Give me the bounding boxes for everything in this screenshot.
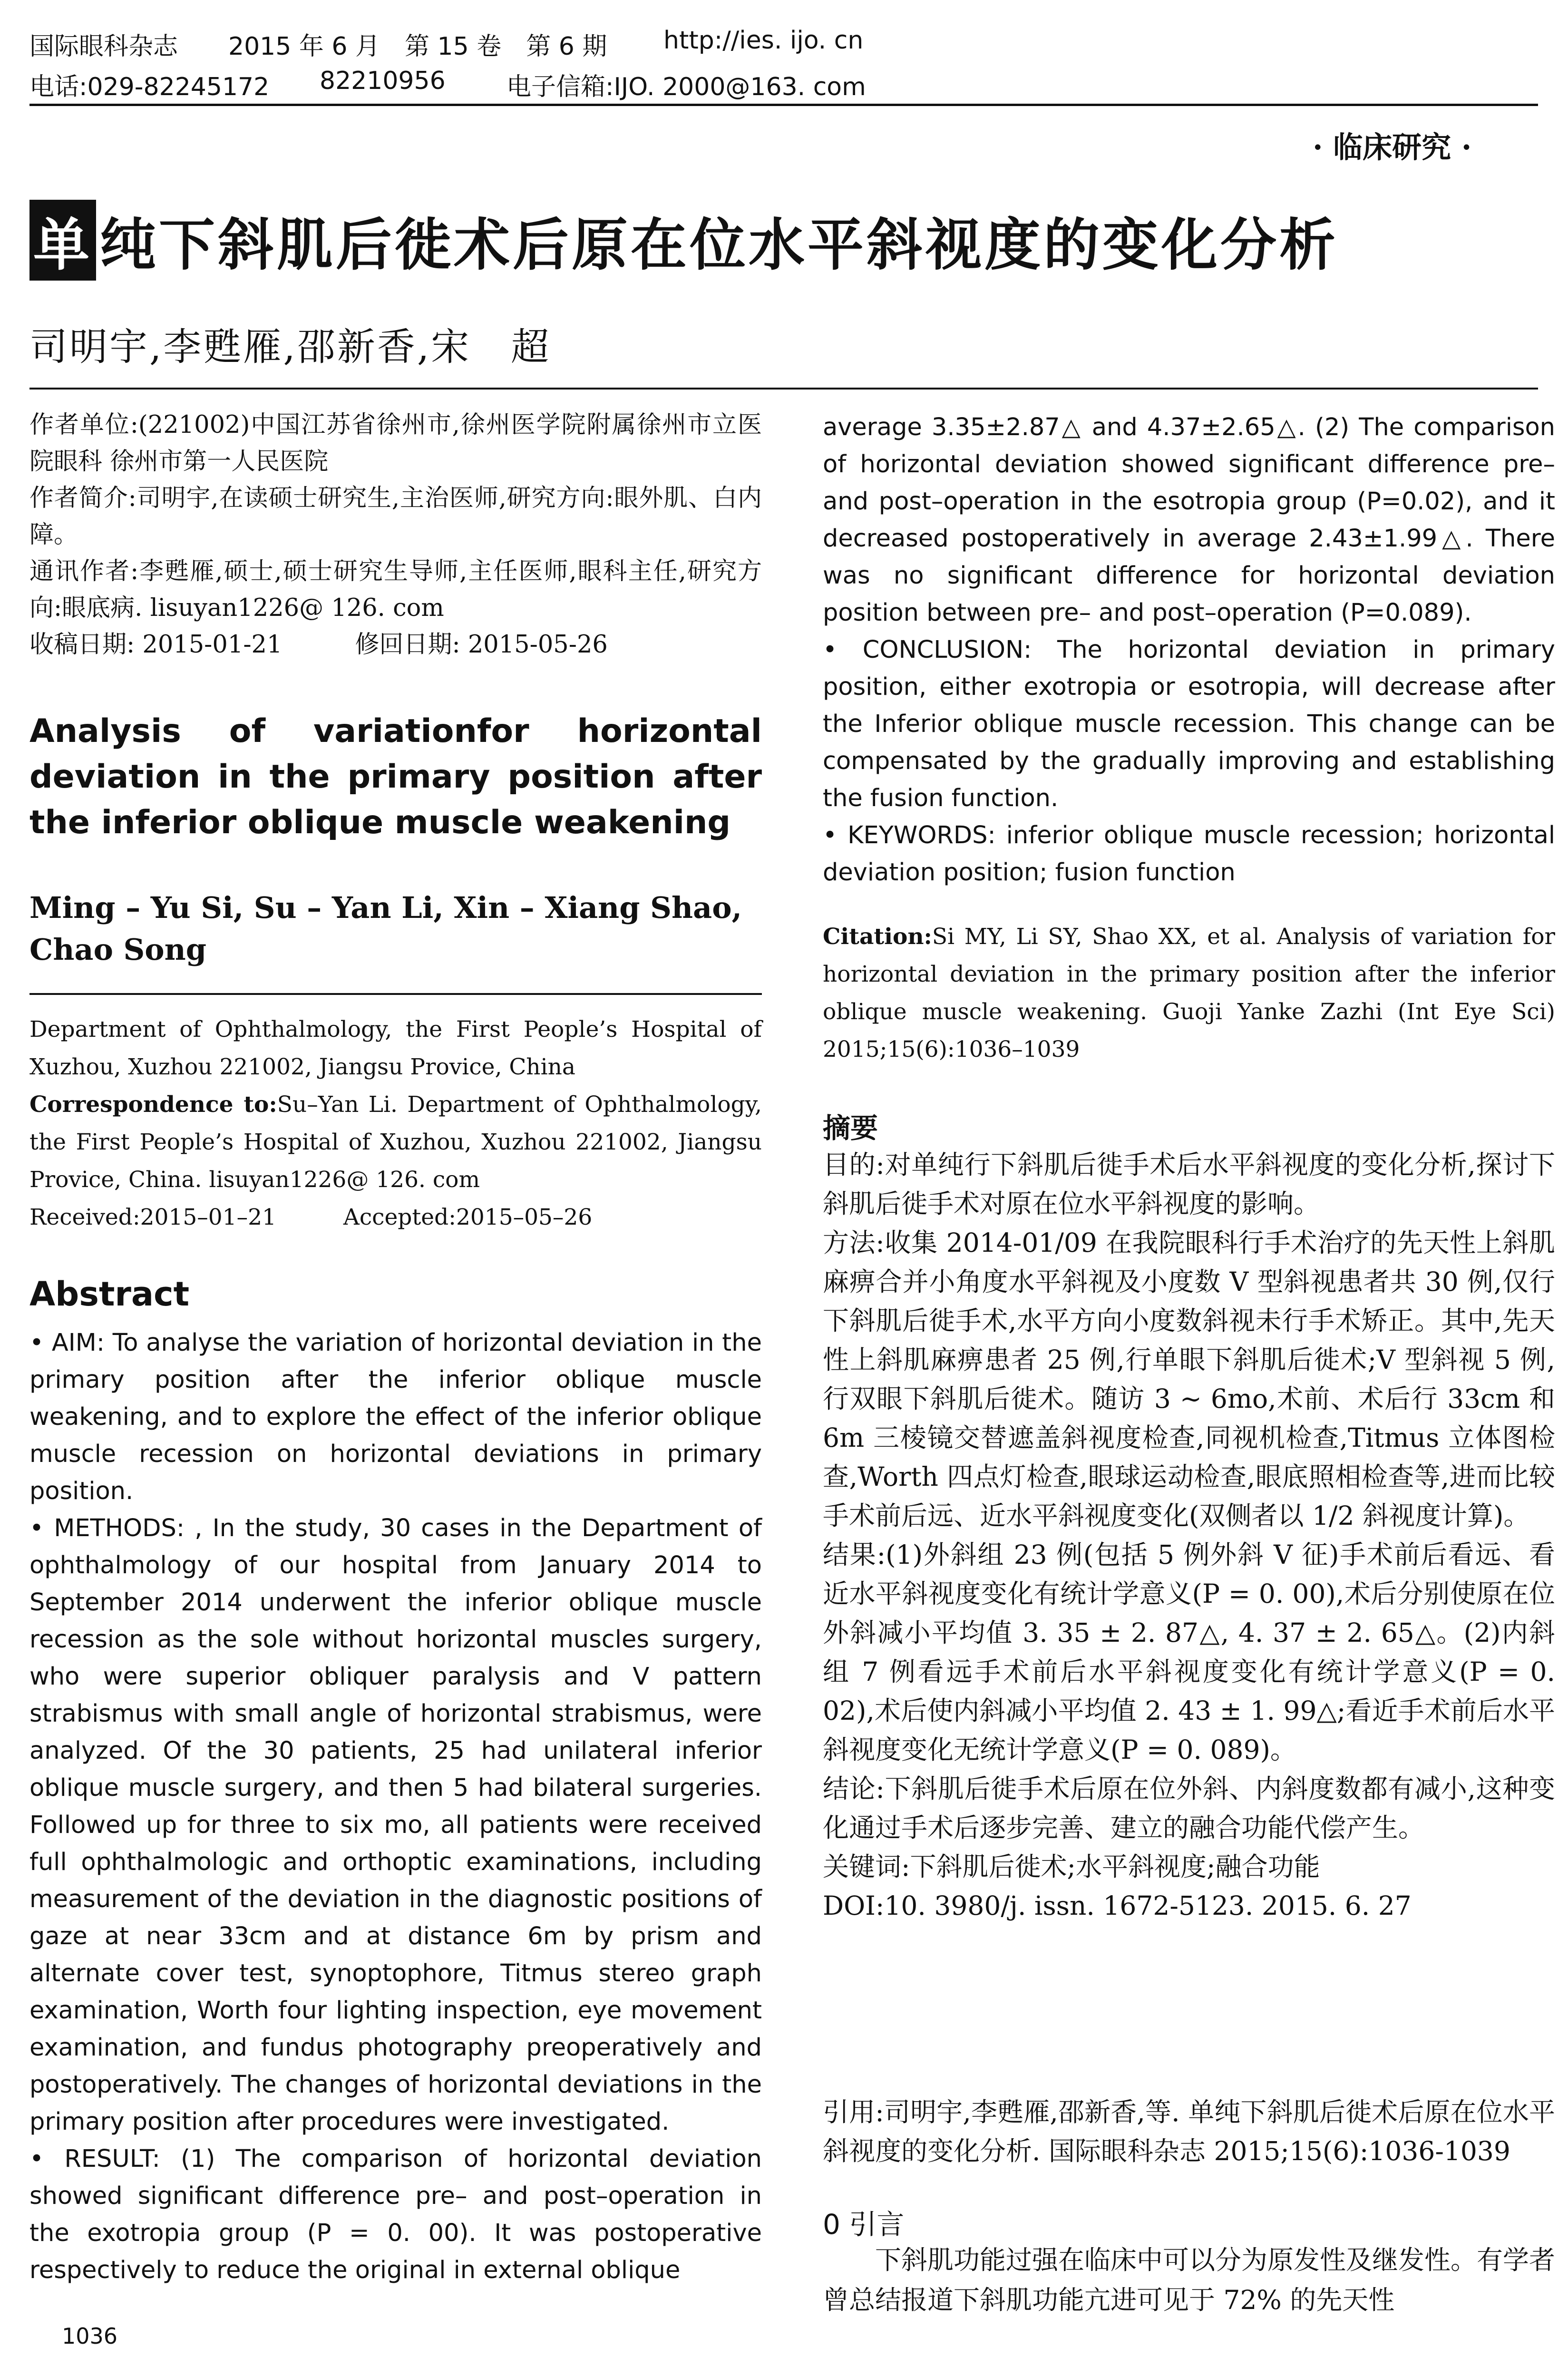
authors-rule	[29, 993, 762, 995]
journal-issue: 2015 年 6 月 第 15 卷 第 6 期	[228, 32, 607, 61]
journal-phone: 电话:029-82245172	[29, 73, 270, 101]
correspondence-label: Correspondence to:	[29, 1091, 277, 1118]
citation-en	[823, 918, 1555, 1068]
journal-name: 国际眼科杂志	[29, 32, 178, 61]
journal-url[interactable]: http://ies. ijo. cn	[663, 26, 864, 55]
title-en: Analysis of variationfor horizontal deviation in the primary position after the inferior oblique muscle weakening	[29, 712, 762, 841]
article-title	[29, 200, 1338, 281]
header-rule	[29, 104, 1538, 106]
zh-abstract-heading: 摘要	[823, 1112, 878, 1144]
journal-phone-2: 82210956	[320, 67, 446, 95]
abstract-heading: Abstract	[29, 1275, 190, 1314]
abstract-methods: • METHODS: , In the study, 30 cases in the Department of ophthalmology of our hospital from January 2014 to September 2014 underwent the inferior oblique muscle recession as the sole without horizontal muscles surgery, who were superior obliquer paralysis and V pattern strabismus with small angle of horizontal strabismus, were analyzed. Of the 30 patients, 25 had unilateral inferior oblique muscle surgery, and then 5 had bilateral surgeries. Followed up for three to six mo, all patients were received full ophthalmologic and orthoptic examinations, including measurement of the deviation in the diagnostic positions of gaze at near 33cm and at distance 6m by prism and alternate cover test, synoptophore, Titmus stereo graph examination, Worth four lighting inspection, eye movement examination, and fundus photography preoperatively and postoperatively. The changes of horizontal deviations in the primary position after procedures were investigated.	[29, 1514, 762, 2136]
abstract-aim: • AIM: To analyse the variation of horizontal deviation in the primary position after the inferior oblique muscle weakening, and to explore the effect of the inferior oblique muscle recession on horizontal deviations in primary position.	[29, 1329, 762, 1505]
meta-corresponding: 通讯作者:李甦雁,硕士,硕士研究生导师,主任医师,眼科主任,研究方向:眼底病. lisuyan1226@ 126. com	[29, 557, 762, 622]
abstract-right	[823, 409, 1555, 891]
meta-cn-block	[29, 407, 762, 663]
abstract-keywords: • KEYWORDS: inferior oblique muscle recession; horizontal deviation position; fusion function	[823, 821, 1555, 887]
abstract-left	[29, 1325, 762, 2289]
citation-label: Citation:	[823, 924, 932, 950]
zh-citation: 引用:司明宇,李甦雁,邵新香,等. 单纯下斜肌后徙术后原在位水平斜视度的变化分析. 国际眼科杂志 2015;15(6):1036-1039	[823, 2097, 1555, 2166]
meta-dates: 收稿日期: 2015-01-21 修回日期: 2015-05-26	[29, 631, 608, 659]
section-tag: · 临床研究 ·	[1313, 130, 1472, 165]
affiliation-block	[29, 1011, 762, 1236]
abstract-result: • RESULT: (1) The comparison of horizontal deviation showed significant difference pre– and post–operation in the exotropia group (P = 0. 00). It was postoperative respectively to reduce the original in external oblique	[29, 2145, 762, 2284]
zh-doi: DOI:10. 3980/j. issn. 1672-5123. 2015. 6. 27	[823, 1890, 1412, 1921]
authors-en: Ming – Yu Si, Su – Yan Li, Xin – Xiang Shao, Chao Song	[29, 890, 742, 967]
title-rule	[29, 388, 1538, 390]
zh-methods: 方法:收集 2014-01/09 在我院眼科行手术治疗的先天性上斜肌麻痹合并小角度水平斜视及小度数 V 型斜视患者共 30 例,仅行下斜肌后徙手术,水平方向小度数斜视未行手术矫正。其中,先天性上斜肌麻痹患者 25 例,行单眼下斜肌后徙术;V 型斜视 5 例,行双眼下斜肌后徙术。随访 3 ~ 6mo,术前、术后行 33cm 和 6m 三棱镜交替遮盖斜视度检查,同视机检查,Titmus 立体图检查,Worth 四点灯检查,眼球运动检查,眼底照相检查等,进而比较手术前后远、近水平斜视度变化(双侧者以 1/2 斜视度计算)。	[823, 1227, 1555, 1531]
abstract-result-cont: average 3.35±2.87△ and 4.37±2.65△. (2) The comparison of horizontal deviation showed significant difference pre– and post–operation in the esotropia group (P=0.02), and it decreased postoperatively in average 2.43±1.99△. There was no significant difference for horizontal deviation position between pre– and post–operation (P=0.089).	[823, 413, 1555, 627]
received-dates: Received:2015–01–21 Accepted:2015–05–26	[29, 1204, 593, 1230]
meta-affiliation: 作者单位:(221002)中国江苏省徐州市,徐州医学院附属徐州市立医院眼科 徐州市第一人民医院	[29, 411, 762, 476]
zh-results: 结果:(1)外斜组 23 例(包括 5 例外斜 V 征)手术前后看远、看近水平斜视度变化有统计学意义(P = 0. 00),术后分别使原在位外斜减小平均值 3. 35 ± 2. 87△, 4. 37 ± 2. 65△。(2)内斜组 7 例看远手术前后水平斜视度变化有统计学意义(P = 0. 02),术后使内斜减小平均值 2. 43 ± 1. 99△;看近手术前后水平斜视度变化无统计学意义(P = 0. 089)。	[823, 1539, 1555, 1765]
abstract-conclusion: • CONCLUSION: The horizontal deviation in primary position, either exotropia or esotropia, will decrease after the Inferior oblique muscle recession. This change can be compensated by the gradually improving and establishing the fusion function.	[823, 636, 1555, 812]
affiliation-en: Department of Ophthalmology, the First People’s Hospital of Xuzhou, Xuzhou 221002, Jiangsu Provice, China	[29, 1016, 762, 1080]
intro-text: 下斜肌功能过强在临床中可以分为原发性及继发性。有学者曾总结报道下斜肌功能亢进可见于 72% 的先天性	[823, 2245, 1556, 2315]
journal-email[interactable]: 电子信箱:IJO. 2000@163. com	[506, 73, 866, 101]
authors-cn: 司明宇,李甦雁,邵新香,宋 超	[29, 325, 551, 369]
intro-heading: 0 引言	[823, 2208, 905, 2241]
meta-author-bio: 作者简介:司明宇,在读硕士研究生,主治医师,研究方向:眼外肌、白内障。	[29, 484, 762, 549]
title-text: 纯下斜肌后徙术后原在位水平斜视度的变化分析	[100, 212, 1339, 278]
title-first-char: 单	[29, 200, 96, 281]
zh-conclusion: 结论:下斜肌后徙手术后原在位外斜、内斜度数都有减小,这种变化通过手术后逐步完善、建立的融合功能代偿产生。	[823, 1773, 1555, 1843]
correspondence-text: Su–Yan Li. Department of Ophthalmology, the First People’s Hospital of Xuzhou, Xuzhou 221002, Jiangsu Provice, China. lisuyan1226@ 126. com	[29, 1091, 762, 1193]
zh-keywords: 关键词:下斜肌后徙术;水平斜视度;融合功能	[823, 1851, 1320, 1882]
citation-text: Si MY, Li SY, Shao XX, et al. Analysis of variation for horizontal deviation in the primary position after the inferior oblique muscle weakening. Guoji Yanke Zazhi (Int Eye Sci) 2015;15(6):1036–1039	[823, 924, 1555, 1062]
page-number: 1036	[62, 2323, 118, 2349]
zh-objective: 目的:对单纯行下斜肌后徙手术后水平斜视度的变化分析,探讨下斜肌后徙手术对原在位水平斜视度的影响。	[823, 1150, 1555, 1219]
correspondence	[29, 1086, 762, 1198]
zh-abstract	[823, 1145, 1555, 1925]
